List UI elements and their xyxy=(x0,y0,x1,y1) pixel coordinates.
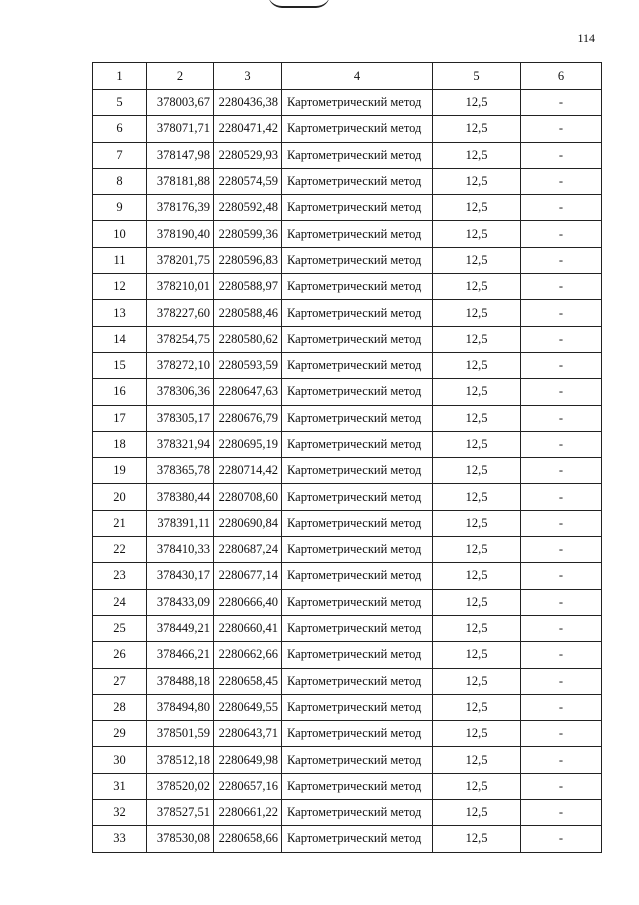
table-row xyxy=(93,537,602,563)
accuracy-cell: 12,5 xyxy=(433,800,521,826)
y-coordinate-cell: 2280436,38 xyxy=(214,90,282,116)
point-number-cell: 6 xyxy=(93,116,147,142)
note-cell: - xyxy=(521,168,602,194)
note-cell: - xyxy=(521,615,602,641)
note-cell: - xyxy=(521,221,602,247)
y-coordinate-cell: 2280666,40 xyxy=(214,589,282,615)
method-cell: Картометрический метод xyxy=(282,431,433,457)
note-cell: - xyxy=(521,642,602,668)
point-number-cell: 17 xyxy=(93,405,147,431)
point-number-cell: 32 xyxy=(93,800,147,826)
accuracy-cell: 12,5 xyxy=(433,247,521,273)
y-coordinate-cell: 2280695,19 xyxy=(214,431,282,457)
x-coordinate-cell: 378410,33 xyxy=(147,537,214,563)
y-coordinate-cell: 2280592,48 xyxy=(214,195,282,221)
y-coordinate-cell: 2280690,84 xyxy=(214,510,282,536)
method-cell: Картометрический метод xyxy=(282,379,433,405)
note-cell: - xyxy=(521,247,602,273)
point-number-cell: 33 xyxy=(93,826,147,852)
point-number-cell: 11 xyxy=(93,247,147,273)
x-coordinate-cell: 378501,59 xyxy=(147,721,214,747)
accuracy-cell: 12,5 xyxy=(433,484,521,510)
method-cell: Картометрический метод xyxy=(282,90,433,116)
method-cell: Картометрический метод xyxy=(282,221,433,247)
note-cell: - xyxy=(521,352,602,378)
y-coordinate-cell: 2280580,62 xyxy=(214,326,282,352)
point-number-cell: 15 xyxy=(93,352,147,378)
method-cell: Картометрический метод xyxy=(282,800,433,826)
y-coordinate-cell: 2280661,22 xyxy=(214,800,282,826)
point-number-cell: 9 xyxy=(93,195,147,221)
binding-mark xyxy=(268,0,330,8)
y-coordinate-cell: 2280593,59 xyxy=(214,352,282,378)
method-cell: Картометрический метод xyxy=(282,168,433,194)
note-cell: - xyxy=(521,747,602,773)
accuracy-cell: 12,5 xyxy=(433,90,521,116)
y-coordinate-cell: 2280588,97 xyxy=(214,274,282,300)
point-number-cell: 22 xyxy=(93,537,147,563)
x-coordinate-cell: 378190,40 xyxy=(147,221,214,247)
note-cell: - xyxy=(521,116,602,142)
note-cell: - xyxy=(521,668,602,694)
note-cell: - xyxy=(521,694,602,720)
note-cell: - xyxy=(521,458,602,484)
y-coordinate-cell: 2280676,79 xyxy=(214,405,282,431)
x-coordinate-cell: 378520,02 xyxy=(147,773,214,799)
accuracy-cell: 12,5 xyxy=(433,142,521,168)
note-cell: - xyxy=(521,563,602,589)
accuracy-cell: 12,5 xyxy=(433,615,521,641)
note-cell: - xyxy=(521,379,602,405)
accuracy-cell: 12,5 xyxy=(433,221,521,247)
header-cell: 4 xyxy=(282,63,433,90)
table-row xyxy=(93,195,602,221)
x-coordinate-cell: 378512,18 xyxy=(147,747,214,773)
table-row xyxy=(93,773,602,799)
y-coordinate-cell: 2280647,63 xyxy=(214,379,282,405)
method-cell: Картометрический метод xyxy=(282,326,433,352)
note-cell: - xyxy=(521,90,602,116)
accuracy-cell: 12,5 xyxy=(433,668,521,694)
table-row xyxy=(93,247,602,273)
y-coordinate-cell: 2280643,71 xyxy=(214,721,282,747)
method-cell: Картометрический метод xyxy=(282,615,433,641)
table-row xyxy=(93,694,602,720)
table-row xyxy=(93,589,602,615)
method-cell: Картометрический метод xyxy=(282,352,433,378)
x-coordinate-cell: 378227,60 xyxy=(147,300,214,326)
point-number-cell: 18 xyxy=(93,431,147,457)
point-number-cell: 26 xyxy=(93,642,147,668)
table-row xyxy=(93,747,602,773)
x-coordinate-cell: 378147,98 xyxy=(147,142,214,168)
point-number-cell: 5 xyxy=(93,90,147,116)
method-cell: Картометрический метод xyxy=(282,721,433,747)
method-cell: Картометрический метод xyxy=(282,142,433,168)
table-row xyxy=(93,274,602,300)
x-coordinate-cell: 378210,01 xyxy=(147,274,214,300)
table-row xyxy=(93,221,602,247)
method-cell: Картометрический метод xyxy=(282,300,433,326)
table-row xyxy=(93,721,602,747)
x-coordinate-cell: 378181,88 xyxy=(147,168,214,194)
accuracy-cell: 12,5 xyxy=(433,352,521,378)
table-row xyxy=(93,90,602,116)
accuracy-cell: 12,5 xyxy=(433,168,521,194)
note-cell: - xyxy=(521,300,602,326)
note-cell: - xyxy=(521,274,602,300)
y-coordinate-cell: 2280708,60 xyxy=(214,484,282,510)
point-number-cell: 30 xyxy=(93,747,147,773)
y-coordinate-cell: 2280649,55 xyxy=(214,694,282,720)
point-number-cell: 25 xyxy=(93,615,147,641)
accuracy-cell: 12,5 xyxy=(433,563,521,589)
x-coordinate-cell: 378488,18 xyxy=(147,668,214,694)
x-coordinate-cell: 378530,08 xyxy=(147,826,214,852)
point-number-cell: 23 xyxy=(93,563,147,589)
note-cell: - xyxy=(521,405,602,431)
note-cell: - xyxy=(521,326,602,352)
accuracy-cell: 12,5 xyxy=(433,510,521,536)
accuracy-cell: 12,5 xyxy=(433,195,521,221)
method-cell: Картометрический метод xyxy=(282,458,433,484)
x-coordinate-cell: 378254,75 xyxy=(147,326,214,352)
note-cell: - xyxy=(521,195,602,221)
x-coordinate-cell: 378380,44 xyxy=(147,484,214,510)
table-row xyxy=(93,379,602,405)
method-cell: Картометрический метод xyxy=(282,484,433,510)
table-row xyxy=(93,431,602,457)
y-coordinate-cell: 2280657,16 xyxy=(214,773,282,799)
x-coordinate-cell: 378176,39 xyxy=(147,195,214,221)
point-number-cell: 12 xyxy=(93,274,147,300)
accuracy-cell: 12,5 xyxy=(433,537,521,563)
table-row xyxy=(93,168,602,194)
point-number-cell: 24 xyxy=(93,589,147,615)
table-row xyxy=(93,116,602,142)
accuracy-cell: 12,5 xyxy=(433,826,521,852)
point-number-cell: 31 xyxy=(93,773,147,799)
note-cell: - xyxy=(521,589,602,615)
header-cell: 1 xyxy=(93,63,147,90)
accuracy-cell: 12,5 xyxy=(433,379,521,405)
y-coordinate-cell: 2280599,36 xyxy=(214,221,282,247)
accuracy-cell: 12,5 xyxy=(433,589,521,615)
x-coordinate-cell: 378449,21 xyxy=(147,615,214,641)
x-coordinate-cell: 378433,09 xyxy=(147,589,214,615)
y-coordinate-cell: 2280529,93 xyxy=(214,142,282,168)
point-number-cell: 13 xyxy=(93,300,147,326)
y-coordinate-cell: 2280658,45 xyxy=(214,668,282,694)
table-row xyxy=(93,405,602,431)
header-cell: 5 xyxy=(433,63,521,90)
method-cell: Картометрический метод xyxy=(282,116,433,142)
method-cell: Картометрический метод xyxy=(282,274,433,300)
note-cell: - xyxy=(521,800,602,826)
table-row xyxy=(93,300,602,326)
note-cell: - xyxy=(521,537,602,563)
point-number-cell: 27 xyxy=(93,668,147,694)
x-coordinate-cell: 378391,11 xyxy=(147,510,214,536)
table-row xyxy=(93,642,602,668)
point-number-cell: 29 xyxy=(93,721,147,747)
accuracy-cell: 12,5 xyxy=(433,458,521,484)
y-coordinate-cell: 2280658,66 xyxy=(214,826,282,852)
x-coordinate-cell: 378201,75 xyxy=(147,247,214,273)
accuracy-cell: 12,5 xyxy=(433,405,521,431)
y-coordinate-cell: 2280714,42 xyxy=(214,458,282,484)
note-cell: - xyxy=(521,431,602,457)
y-coordinate-cell: 2280649,98 xyxy=(214,747,282,773)
method-cell: Картометрический метод xyxy=(282,668,433,694)
point-number-cell: 16 xyxy=(93,379,147,405)
accuracy-cell: 12,5 xyxy=(433,642,521,668)
accuracy-cell: 12,5 xyxy=(433,773,521,799)
point-number-cell: 20 xyxy=(93,484,147,510)
table-row xyxy=(93,563,602,589)
page-number: 114 xyxy=(577,31,595,45)
table-row xyxy=(93,326,602,352)
method-cell: Картометрический метод xyxy=(282,510,433,536)
y-coordinate-cell: 2280574,59 xyxy=(214,168,282,194)
point-number-cell: 8 xyxy=(93,168,147,194)
accuracy-cell: 12,5 xyxy=(433,274,521,300)
method-cell: Картометрический метод xyxy=(282,405,433,431)
note-cell: - xyxy=(521,826,602,852)
table-header-row xyxy=(93,63,602,90)
method-cell: Картометрический метод xyxy=(282,247,433,273)
point-number-cell: 19 xyxy=(93,458,147,484)
y-coordinate-cell: 2280677,14 xyxy=(214,563,282,589)
point-number-cell: 7 xyxy=(93,142,147,168)
y-coordinate-cell: 2280588,46 xyxy=(214,300,282,326)
coordinates-table xyxy=(92,62,602,853)
header-cell: 3 xyxy=(214,63,282,90)
method-cell: Картометрический метод xyxy=(282,537,433,563)
method-cell: Картометрический метод xyxy=(282,826,433,852)
note-cell: - xyxy=(521,142,602,168)
method-cell: Картометрический метод xyxy=(282,773,433,799)
accuracy-cell: 12,5 xyxy=(433,431,521,457)
point-number-cell: 21 xyxy=(93,510,147,536)
table-row xyxy=(93,142,602,168)
note-cell: - xyxy=(521,721,602,747)
point-number-cell: 14 xyxy=(93,326,147,352)
note-cell: - xyxy=(521,773,602,799)
table-row xyxy=(93,668,602,694)
table-row xyxy=(93,458,602,484)
accuracy-cell: 12,5 xyxy=(433,694,521,720)
table-row xyxy=(93,800,602,826)
x-coordinate-cell: 378272,10 xyxy=(147,352,214,378)
x-coordinate-cell: 378306,36 xyxy=(147,379,214,405)
method-cell: Картометрический метод xyxy=(282,589,433,615)
method-cell: Картометрический метод xyxy=(282,747,433,773)
table-row xyxy=(93,510,602,536)
y-coordinate-cell: 2280471,42 xyxy=(214,116,282,142)
table-row xyxy=(93,615,602,641)
method-cell: Картометрический метод xyxy=(282,694,433,720)
note-cell: - xyxy=(521,510,602,536)
table-row xyxy=(93,484,602,510)
note-cell: - xyxy=(521,484,602,510)
y-coordinate-cell: 2280662,66 xyxy=(214,642,282,668)
x-coordinate-cell: 378003,67 xyxy=(147,90,214,116)
x-coordinate-cell: 378365,78 xyxy=(147,458,214,484)
y-coordinate-cell: 2280660,41 xyxy=(214,615,282,641)
header-cell: 2 xyxy=(147,63,214,90)
x-coordinate-cell: 378071,71 xyxy=(147,116,214,142)
header-cell: 6 xyxy=(521,63,602,90)
y-coordinate-cell: 2280596,83 xyxy=(214,247,282,273)
accuracy-cell: 12,5 xyxy=(433,326,521,352)
table-row xyxy=(93,826,602,852)
point-number-cell: 28 xyxy=(93,694,147,720)
x-coordinate-cell: 378466,21 xyxy=(147,642,214,668)
table-row xyxy=(93,352,602,378)
accuracy-cell: 12,5 xyxy=(433,747,521,773)
point-number-cell: 10 xyxy=(93,221,147,247)
x-coordinate-cell: 378321,94 xyxy=(147,431,214,457)
x-coordinate-cell: 378305,17 xyxy=(147,405,214,431)
x-coordinate-cell: 378494,80 xyxy=(147,694,214,720)
accuracy-cell: 12,5 xyxy=(433,116,521,142)
y-coordinate-cell: 2280687,24 xyxy=(214,537,282,563)
method-cell: Картометрический метод xyxy=(282,195,433,221)
x-coordinate-cell: 378430,17 xyxy=(147,563,214,589)
method-cell: Картометрический метод xyxy=(282,642,433,668)
accuracy-cell: 12,5 xyxy=(433,300,521,326)
x-coordinate-cell: 378527,51 xyxy=(147,800,214,826)
method-cell: Картометрический метод xyxy=(282,563,433,589)
accuracy-cell: 12,5 xyxy=(433,721,521,747)
